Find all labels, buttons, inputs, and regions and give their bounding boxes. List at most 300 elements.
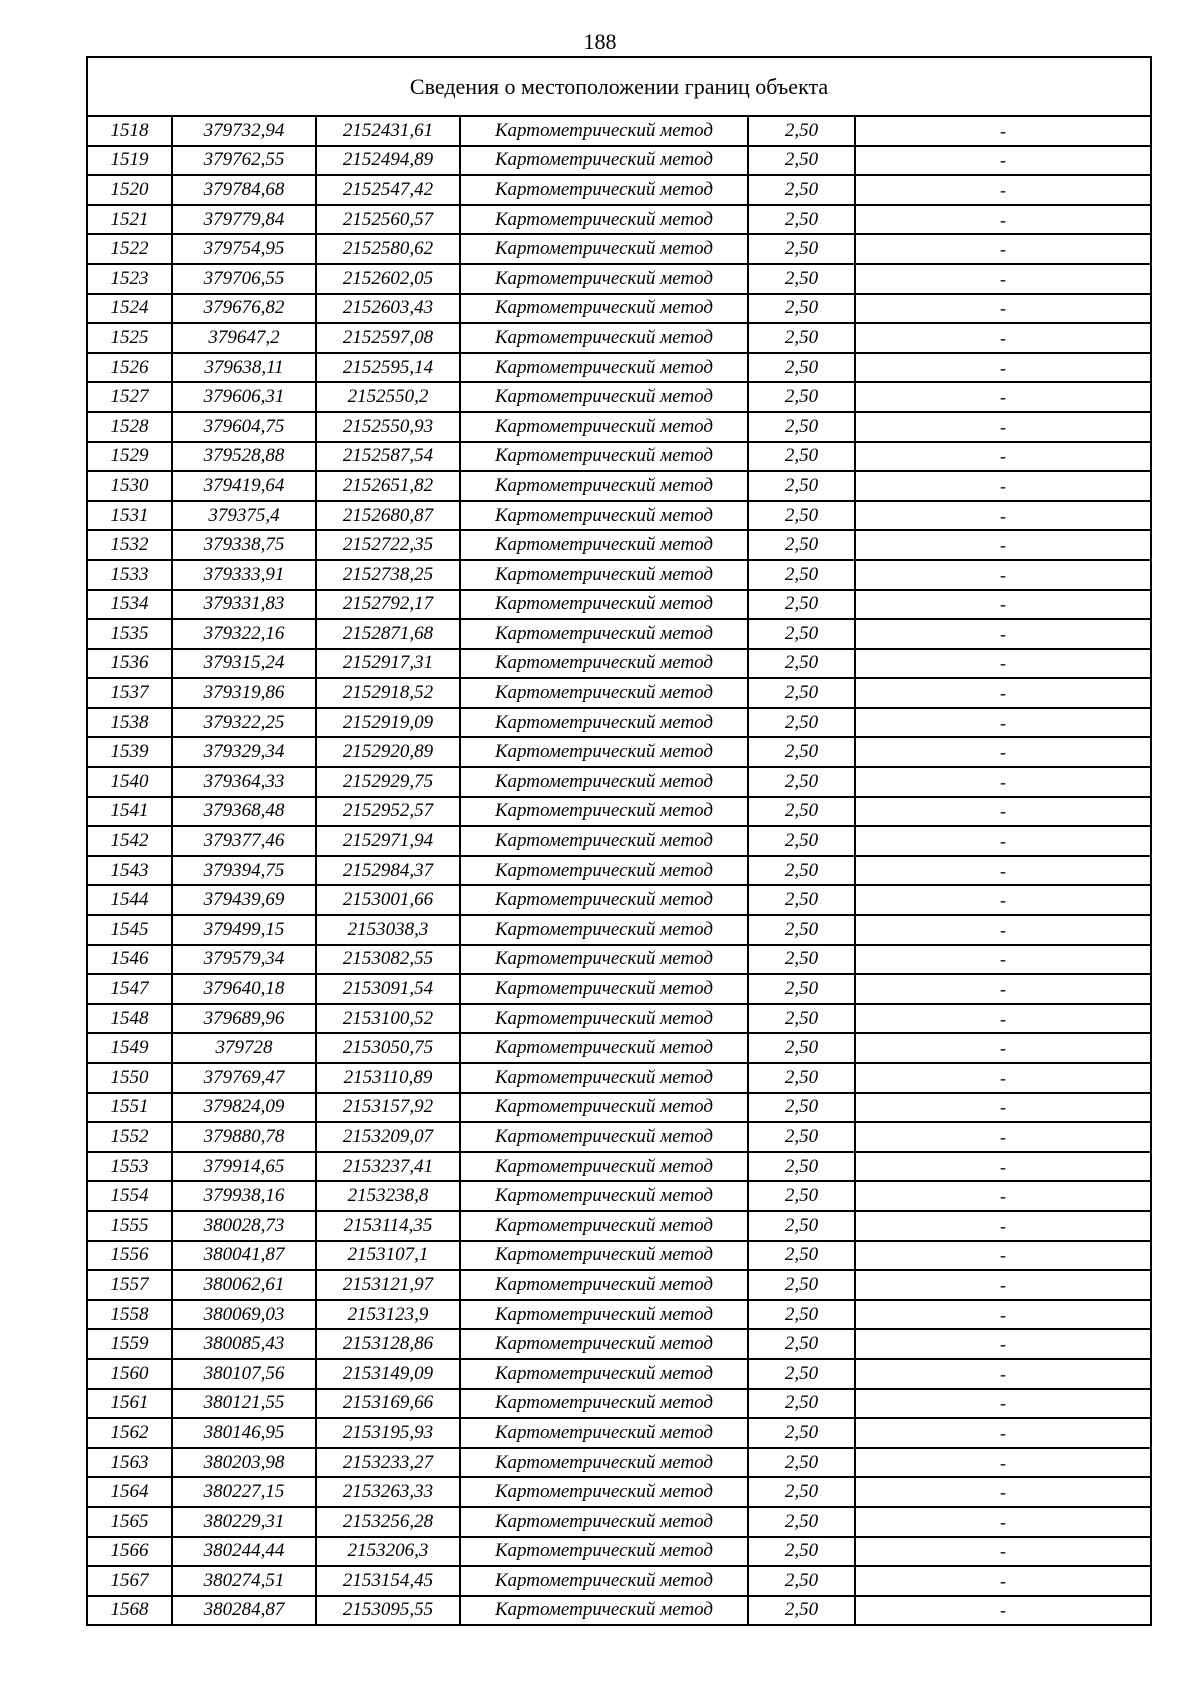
accuracy-cell: 2,50: [748, 678, 855, 708]
description-cell: -: [855, 1004, 1151, 1034]
point-number-cell: 1522: [87, 234, 172, 264]
accuracy-cell: 2,50: [748, 945, 855, 975]
x-coordinate-cell: 379322,25: [172, 708, 316, 738]
method-cell: Картометрический метод: [460, 649, 748, 679]
page-number: 188: [583, 29, 617, 54]
y-coordinate-cell: 2153001,66: [316, 885, 460, 915]
table-row: [87, 1241, 1151, 1271]
description-cell: -: [855, 530, 1151, 560]
accuracy-cell: 2,50: [748, 1300, 855, 1330]
description-cell: -: [855, 116, 1151, 146]
x-coordinate-cell: 379579,34: [172, 945, 316, 975]
x-coordinate-cell: 379638,11: [172, 353, 316, 383]
x-coordinate-cell: 380244,44: [172, 1537, 316, 1567]
y-coordinate-cell: 2152431,61: [316, 116, 460, 146]
accuracy-cell: 2,50: [748, 234, 855, 264]
accuracy-cell: 2,50: [748, 1359, 855, 1389]
point-number-cell: 1544: [87, 885, 172, 915]
table-row: [87, 1093, 1151, 1123]
accuracy-cell: 2,50: [748, 353, 855, 383]
accuracy-cell: 2,50: [748, 1537, 855, 1567]
x-coordinate-cell: 379754,95: [172, 234, 316, 264]
accuracy-cell: 2,50: [748, 471, 855, 501]
point-number-cell: 1567: [87, 1566, 172, 1596]
accuracy-cell: 2,50: [748, 146, 855, 176]
accuracy-cell: 2,50: [748, 501, 855, 531]
accuracy-cell: 2,50: [748, 530, 855, 560]
table-row: [87, 1566, 1151, 1596]
accuracy-cell: 2,50: [748, 767, 855, 797]
point-number-cell: 1528: [87, 412, 172, 442]
method-cell: Картометрический метод: [460, 530, 748, 560]
description-cell: -: [855, 205, 1151, 235]
accuracy-cell: 2,50: [748, 412, 855, 442]
description-cell: -: [855, 1566, 1151, 1596]
description-cell: -: [855, 915, 1151, 945]
y-coordinate-cell: 2152550,2: [316, 382, 460, 412]
description-cell: -: [855, 294, 1151, 324]
table-row: [87, 560, 1151, 590]
point-number-cell: 1561: [87, 1389, 172, 1419]
table-row: [87, 797, 1151, 827]
method-cell: Картометрический метод: [460, 590, 748, 620]
x-coordinate-cell: 380028,73: [172, 1211, 316, 1241]
x-coordinate-cell: 379604,75: [172, 412, 316, 442]
accuracy-cell: 2,50: [748, 294, 855, 324]
method-cell: Картометрический метод: [460, 353, 748, 383]
x-coordinate-cell: 379706,55: [172, 264, 316, 294]
point-number-cell: 1556: [87, 1241, 172, 1271]
table-row: [87, 1537, 1151, 1567]
y-coordinate-cell: 2153209,07: [316, 1122, 460, 1152]
accuracy-cell: 2,50: [748, 175, 855, 205]
description-cell: -: [855, 234, 1151, 264]
accuracy-cell: 2,50: [748, 1093, 855, 1123]
method-cell: Картометрический метод: [460, 737, 748, 767]
point-number-cell: 1547: [87, 974, 172, 1004]
description-cell: -: [855, 885, 1151, 915]
x-coordinate-cell: 380041,87: [172, 1241, 316, 1271]
method-cell: Картометрический метод: [460, 442, 748, 472]
description-cell: -: [855, 1181, 1151, 1211]
point-number-cell: 1534: [87, 590, 172, 620]
point-number-cell: 1524: [87, 294, 172, 324]
point-number-cell: 1518: [87, 116, 172, 146]
y-coordinate-cell: 2153114,35: [316, 1211, 460, 1241]
table-body: [87, 57, 1151, 1625]
description-cell: -: [855, 590, 1151, 620]
table-row: [87, 915, 1151, 945]
table-row: [87, 382, 1151, 412]
x-coordinate-cell: 379377,46: [172, 826, 316, 856]
description-cell: -: [855, 353, 1151, 383]
description-cell: -: [855, 737, 1151, 767]
table-row: [87, 945, 1151, 975]
description-cell: -: [855, 1033, 1151, 1063]
x-coordinate-cell: 379322,16: [172, 619, 316, 649]
x-coordinate-cell: 379499,15: [172, 915, 316, 945]
x-coordinate-cell: 379689,96: [172, 1004, 316, 1034]
y-coordinate-cell: 2153237,41: [316, 1152, 460, 1182]
x-coordinate-cell: 380203,98: [172, 1448, 316, 1478]
table-row: [87, 323, 1151, 353]
point-number-cell: 1549: [87, 1033, 172, 1063]
point-number-cell: 1565: [87, 1507, 172, 1537]
y-coordinate-cell: 2153110,89: [316, 1063, 460, 1093]
x-coordinate-cell: 380229,31: [172, 1507, 316, 1537]
point-number-cell: 1526: [87, 353, 172, 383]
table-row: [87, 353, 1151, 383]
x-coordinate-cell: 379331,83: [172, 590, 316, 620]
description-cell: -: [855, 1241, 1151, 1271]
y-coordinate-cell: 2152602,05: [316, 264, 460, 294]
point-number-cell: 1564: [87, 1477, 172, 1507]
method-cell: Картометрический метод: [460, 1477, 748, 1507]
table-row: [87, 619, 1151, 649]
point-number-cell: 1559: [87, 1329, 172, 1359]
point-number-cell: 1538: [87, 708, 172, 738]
method-cell: Картометрический метод: [460, 146, 748, 176]
y-coordinate-cell: 2152738,25: [316, 560, 460, 590]
x-coordinate-cell: 379364,33: [172, 767, 316, 797]
x-coordinate-cell: 380069,03: [172, 1300, 316, 1330]
y-coordinate-cell: 2153233,27: [316, 1448, 460, 1478]
y-coordinate-cell: 2153238,8: [316, 1181, 460, 1211]
description-cell: -: [855, 1270, 1151, 1300]
method-cell: Картометрический метод: [460, 915, 748, 945]
point-number-cell: 1530: [87, 471, 172, 501]
point-number-cell: 1566: [87, 1537, 172, 1567]
y-coordinate-cell: 2152580,62: [316, 234, 460, 264]
accuracy-cell: 2,50: [748, 708, 855, 738]
point-number-cell: 1537: [87, 678, 172, 708]
x-coordinate-cell: 379375,4: [172, 501, 316, 531]
point-number-cell: 1558: [87, 1300, 172, 1330]
accuracy-cell: 2,50: [748, 885, 855, 915]
table-row: [87, 678, 1151, 708]
y-coordinate-cell: 2153082,55: [316, 945, 460, 975]
method-cell: Картометрический метод: [460, 501, 748, 531]
y-coordinate-cell: 2152920,89: [316, 737, 460, 767]
table-row: [87, 708, 1151, 738]
boundary-table: [86, 56, 1152, 1626]
accuracy-cell: 2,50: [748, 1033, 855, 1063]
table-row: [87, 974, 1151, 1004]
y-coordinate-cell: 2152603,43: [316, 294, 460, 324]
point-number-cell: 1531: [87, 501, 172, 531]
y-coordinate-cell: 2152560,57: [316, 205, 460, 235]
y-coordinate-cell: 2152929,75: [316, 767, 460, 797]
accuracy-cell: 2,50: [748, 619, 855, 649]
x-coordinate-cell: 379938,16: [172, 1181, 316, 1211]
method-cell: Картометрический метод: [460, 294, 748, 324]
point-number-cell: 1543: [87, 856, 172, 886]
description-cell: -: [855, 501, 1151, 531]
x-coordinate-cell: 379338,75: [172, 530, 316, 560]
table-row: [87, 1596, 1151, 1626]
y-coordinate-cell: 2152952,57: [316, 797, 460, 827]
description-cell: -: [855, 1152, 1151, 1182]
method-cell: Картометрический метод: [460, 1596, 748, 1626]
point-number-cell: 1551: [87, 1093, 172, 1123]
method-cell: Картометрический метод: [460, 412, 748, 442]
x-coordinate-cell: 379419,64: [172, 471, 316, 501]
x-coordinate-cell: 379676,82: [172, 294, 316, 324]
y-coordinate-cell: 2152917,31: [316, 649, 460, 679]
x-coordinate-cell: 380085,43: [172, 1329, 316, 1359]
table-row: [87, 1329, 1151, 1359]
y-coordinate-cell: 2152550,93: [316, 412, 460, 442]
description-cell: -: [855, 649, 1151, 679]
method-cell: Картометрический метод: [460, 1122, 748, 1152]
method-cell: Картометрический метод: [460, 1448, 748, 1478]
y-coordinate-cell: 2153095,55: [316, 1596, 460, 1626]
point-number-cell: 1542: [87, 826, 172, 856]
accuracy-cell: 2,50: [748, 264, 855, 294]
y-coordinate-cell: 2153091,54: [316, 974, 460, 1004]
method-cell: Картометрический метод: [460, 767, 748, 797]
y-coordinate-cell: 2152651,82: [316, 471, 460, 501]
table-row: [87, 1122, 1151, 1152]
table-row: [87, 264, 1151, 294]
accuracy-cell: 2,50: [748, 442, 855, 472]
table-row: [87, 234, 1151, 264]
method-cell: Картометрический метод: [460, 708, 748, 738]
table-row: [87, 1211, 1151, 1241]
description-cell: -: [855, 1448, 1151, 1478]
table-row: [87, 767, 1151, 797]
description-cell: -: [855, 1211, 1151, 1241]
method-cell: Картометрический метод: [460, 560, 748, 590]
point-number-cell: 1562: [87, 1418, 172, 1448]
table-row: [87, 590, 1151, 620]
table-row: [87, 649, 1151, 679]
description-cell: -: [855, 974, 1151, 1004]
x-coordinate-cell: 379880,78: [172, 1122, 316, 1152]
description-cell: -: [855, 323, 1151, 353]
description-cell: -: [855, 471, 1151, 501]
point-number-cell: 1529: [87, 442, 172, 472]
method-cell: Картометрический метод: [460, 945, 748, 975]
description-cell: -: [855, 1477, 1151, 1507]
accuracy-cell: 2,50: [748, 116, 855, 146]
y-coordinate-cell: 2153154,45: [316, 1566, 460, 1596]
table-row: [87, 1418, 1151, 1448]
point-number-cell: 1519: [87, 146, 172, 176]
y-coordinate-cell: 2152722,35: [316, 530, 460, 560]
y-coordinate-cell: 2152918,52: [316, 678, 460, 708]
accuracy-cell: 2,50: [748, 1507, 855, 1537]
table-row: [87, 1359, 1151, 1389]
y-coordinate-cell: 2153123,9: [316, 1300, 460, 1330]
description-cell: -: [855, 708, 1151, 738]
method-cell: Картометрический метод: [460, 471, 748, 501]
accuracy-cell: 2,50: [748, 737, 855, 767]
accuracy-cell: 2,50: [748, 797, 855, 827]
accuracy-cell: 2,50: [748, 1004, 855, 1034]
description-cell: -: [855, 619, 1151, 649]
x-coordinate-cell: 380227,15: [172, 1477, 316, 1507]
point-number-cell: 1545: [87, 915, 172, 945]
y-coordinate-cell: 2152971,94: [316, 826, 460, 856]
description-cell: -: [855, 1389, 1151, 1419]
description-cell: -: [855, 945, 1151, 975]
point-number-cell: 1541: [87, 797, 172, 827]
description-cell: -: [855, 1418, 1151, 1448]
method-cell: Картометрический метод: [460, 1566, 748, 1596]
y-coordinate-cell: 2153157,92: [316, 1093, 460, 1123]
table-row: [87, 1181, 1151, 1211]
description-cell: -: [855, 1300, 1151, 1330]
x-coordinate-cell: 379368,48: [172, 797, 316, 827]
x-coordinate-cell: 379779,84: [172, 205, 316, 235]
description-cell: -: [855, 560, 1151, 590]
method-cell: Картометрический метод: [460, 797, 748, 827]
point-number-cell: 1553: [87, 1152, 172, 1182]
table-row: [87, 471, 1151, 501]
x-coordinate-cell: 379333,91: [172, 560, 316, 590]
accuracy-cell: 2,50: [748, 826, 855, 856]
x-coordinate-cell: 379394,75: [172, 856, 316, 886]
description-cell: -: [855, 1122, 1151, 1152]
y-coordinate-cell: 2152792,17: [316, 590, 460, 620]
x-coordinate-cell: 380121,55: [172, 1389, 316, 1419]
y-coordinate-cell: 2153128,86: [316, 1329, 460, 1359]
x-coordinate-cell: 379762,55: [172, 146, 316, 176]
description-cell: -: [855, 264, 1151, 294]
method-cell: Картометрический метод: [460, 885, 748, 915]
method-cell: Картометрический метод: [460, 116, 748, 146]
table-row: [87, 1270, 1151, 1300]
description-cell: -: [855, 856, 1151, 886]
accuracy-cell: 2,50: [748, 590, 855, 620]
description-cell: -: [855, 1537, 1151, 1567]
x-coordinate-cell: 379769,47: [172, 1063, 316, 1093]
description-cell: -: [855, 1063, 1151, 1093]
y-coordinate-cell: 2152680,87: [316, 501, 460, 531]
y-coordinate-cell: 2153206,3: [316, 1537, 460, 1567]
x-coordinate-cell: 380062,61: [172, 1270, 316, 1300]
table-row: [87, 205, 1151, 235]
y-coordinate-cell: 2153263,33: [316, 1477, 460, 1507]
accuracy-cell: 2,50: [748, 1389, 855, 1419]
point-number-cell: 1554: [87, 1181, 172, 1211]
method-cell: Картометрический метод: [460, 323, 748, 353]
x-coordinate-cell: 379732,94: [172, 116, 316, 146]
x-coordinate-cell: 379315,24: [172, 649, 316, 679]
point-number-cell: 1527: [87, 382, 172, 412]
description-cell: -: [855, 382, 1151, 412]
point-number-cell: 1520: [87, 175, 172, 205]
point-number-cell: 1563: [87, 1448, 172, 1478]
accuracy-cell: 2,50: [748, 1418, 855, 1448]
method-cell: Картометрический метод: [460, 1418, 748, 1448]
table-row: [87, 116, 1151, 146]
x-coordinate-cell: 380107,56: [172, 1359, 316, 1389]
point-number-cell: 1557: [87, 1270, 172, 1300]
description-cell: -: [855, 1507, 1151, 1537]
point-number-cell: 1533: [87, 560, 172, 590]
method-cell: Картометрический метод: [460, 1241, 748, 1271]
method-cell: Картометрический метод: [460, 826, 748, 856]
accuracy-cell: 2,50: [748, 1448, 855, 1478]
table-row: [87, 501, 1151, 531]
accuracy-cell: 2,50: [748, 1122, 855, 1152]
table-row: [87, 1507, 1151, 1537]
point-number-cell: 1536: [87, 649, 172, 679]
accuracy-cell: 2,50: [748, 856, 855, 886]
description-cell: -: [855, 1093, 1151, 1123]
method-cell: Картометрический метод: [460, 1063, 748, 1093]
x-coordinate-cell: 380146,95: [172, 1418, 316, 1448]
point-number-cell: 1532: [87, 530, 172, 560]
y-coordinate-cell: 2153121,97: [316, 1270, 460, 1300]
x-coordinate-cell: 379606,31: [172, 382, 316, 412]
table-row: [87, 1004, 1151, 1034]
y-coordinate-cell: 2152871,68: [316, 619, 460, 649]
point-number-cell: 1540: [87, 767, 172, 797]
point-number-cell: 1568: [87, 1596, 172, 1626]
point-number-cell: 1548: [87, 1004, 172, 1034]
table-row: [87, 1477, 1151, 1507]
accuracy-cell: 2,50: [748, 1152, 855, 1182]
method-cell: Картометрический метод: [460, 678, 748, 708]
method-cell: Картометрический метод: [460, 1004, 748, 1034]
table-row: [87, 885, 1151, 915]
x-coordinate-cell: 379329,34: [172, 737, 316, 767]
table-row: [87, 1300, 1151, 1330]
x-coordinate-cell: 379728: [172, 1033, 316, 1063]
point-number-cell: 1521: [87, 205, 172, 235]
table-row: [87, 1033, 1151, 1063]
accuracy-cell: 2,50: [748, 1329, 855, 1359]
description-cell: -: [855, 767, 1151, 797]
x-coordinate-cell: 379528,88: [172, 442, 316, 472]
method-cell: Картометрический метод: [460, 1152, 748, 1182]
table-row: [87, 856, 1151, 886]
accuracy-cell: 2,50: [748, 323, 855, 353]
accuracy-cell: 2,50: [748, 1270, 855, 1300]
table-row: [87, 442, 1151, 472]
y-coordinate-cell: 2152919,09: [316, 708, 460, 738]
method-cell: Картометрический метод: [460, 1093, 748, 1123]
method-cell: Картометрический метод: [460, 1389, 748, 1419]
y-coordinate-cell: 2152494,89: [316, 146, 460, 176]
accuracy-cell: 2,50: [748, 915, 855, 945]
description-cell: -: [855, 442, 1151, 472]
method-cell: Картометрический метод: [460, 1211, 748, 1241]
method-cell: Картометрический метод: [460, 205, 748, 235]
accuracy-cell: 2,50: [748, 1596, 855, 1626]
table-row: [87, 294, 1151, 324]
accuracy-cell: 2,50: [748, 1181, 855, 1211]
method-cell: Картометрический метод: [460, 856, 748, 886]
point-number-cell: 1550: [87, 1063, 172, 1093]
method-cell: Картометрический метод: [460, 175, 748, 205]
x-coordinate-cell: 380274,51: [172, 1566, 316, 1596]
method-cell: Картометрический метод: [460, 382, 748, 412]
table-row: [87, 1389, 1151, 1419]
method-cell: Картометрический метод: [460, 234, 748, 264]
table-row: [87, 826, 1151, 856]
accuracy-cell: 2,50: [748, 382, 855, 412]
description-cell: -: [855, 826, 1151, 856]
accuracy-cell: 2,50: [748, 1241, 855, 1271]
description-cell: -: [855, 1359, 1151, 1389]
y-coordinate-cell: 2153149,09: [316, 1359, 460, 1389]
table-row: [87, 1152, 1151, 1182]
table-row: [87, 1063, 1151, 1093]
